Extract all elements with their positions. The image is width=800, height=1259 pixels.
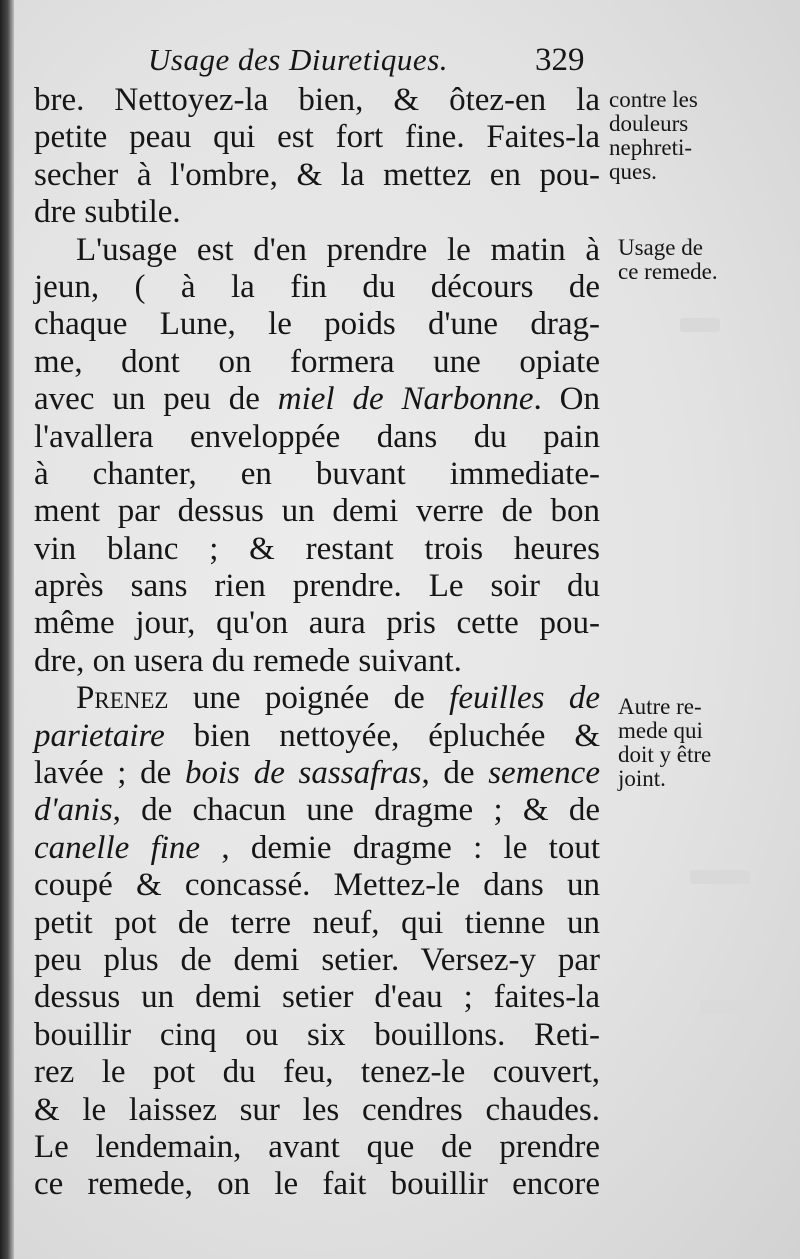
main-text-column [34,82,600,1204]
text-line: dessus un demi setier d'eau ; faites-la [34,979,600,1016]
text-line: après sans rien prendre. Le soir du [34,568,600,605]
margin-note-line: ques. [609,159,657,184]
margin-note-line: Usage de [618,235,703,260]
show-through-mark [700,1000,750,1014]
text-line: même jour, qu'on aura pris cette pou- [34,605,600,642]
margin-note-line: nephreti- [609,135,693,160]
text-line: petit pot de terre neuf, qui tienne un [34,904,600,941]
text-line: bouillir cinq ou six bouillons. Reti- [34,1016,600,1053]
text-line: me, dont on formera une opiate [34,343,600,380]
text-line: à chanter, en buvant immediate- [34,455,600,492]
text-line [34,680,600,717]
margin-note-line: joint. [618,766,666,791]
text-run: , de chacun une dragme ; & de [112,792,600,829]
text-run: . On [533,381,600,418]
running-title: Usage des Diuretiques. [148,42,449,77]
text-run: lavée ; de [34,755,186,792]
text-line [34,755,600,792]
text-line: peu plus de demi setier. Versez-y par [34,941,600,978]
margin-note-line: mede qui [618,718,703,743]
margin-note-line: doit y être [618,742,712,767]
text-line: coupé & concassé. Mettez-le dans un [34,867,600,904]
text-line: & le laissez sur les cendres chaudes. [34,1091,600,1128]
text-line: Le lendemain, avant que de prendre [34,1128,600,1165]
text-run: , de [421,755,489,792]
text-line: L'usage est d'en prendre le matin à [76,231,600,268]
margin-note-line: Autre re- [618,694,702,719]
text-line [34,830,600,867]
text-line: bre. Nettoyez-la bien, & ôtez-en la [34,82,600,118]
text-run: une poignée de [168,680,450,717]
italic-run: canelle fine [34,829,201,866]
italic-run: feuilles de [449,680,600,717]
text-line [34,381,600,418]
show-through-mark [680,318,720,332]
text-line: chaque Lune, le poids d'une drag- [34,306,600,343]
italic-run: miel de Narbonne [277,381,534,418]
margin-note-usage [618,236,800,284]
text-run: avec un peu de [34,381,278,418]
text-line [34,792,600,829]
text-run: bien nettoyée, épluchée & [164,717,600,754]
text-run: , demie dragme : le tout [200,829,600,866]
italic-run: d'anis [34,792,113,829]
text-line: ce remede, on le fait bouillir encore [34,1166,600,1203]
text-line: l'avallera enveloppée dans du pain [34,418,600,455]
text-line: dre subtile. [34,194,181,231]
text-line: rez le pot du feu, tenez-le couvert, [34,1054,600,1091]
page-number: 329 [535,42,585,78]
italic-run: bois de sassafras [185,755,422,792]
margin-note-autre-remede [618,695,800,791]
text-line: petite peau qui est fort fine. Faites-la [34,119,600,156]
text-line: ment par dessus un demi verre de bon [34,493,600,530]
margin-note-line: ce remede. [618,259,718,284]
small-caps-run: Prenez [76,680,169,717]
margin-note-nephretiques [609,88,794,184]
margin-note-line: contre les [609,87,698,112]
italic-run: parietaire [34,717,165,754]
italic-run: semence [488,755,600,792]
text-line: secher à l'ombre, & la mettez en pou- [34,156,600,193]
margin-note-line: douleurs [609,111,689,136]
show-through-mark [690,870,750,884]
text-line: vin blanc ; & restant trois heures [34,530,600,567]
page-binding-edge [0,0,14,1259]
text-line: dre, on usera du remede suivant. [34,642,462,679]
text-line: jeun, ( à la fin du décours de [34,268,600,305]
text-line [34,718,600,755]
